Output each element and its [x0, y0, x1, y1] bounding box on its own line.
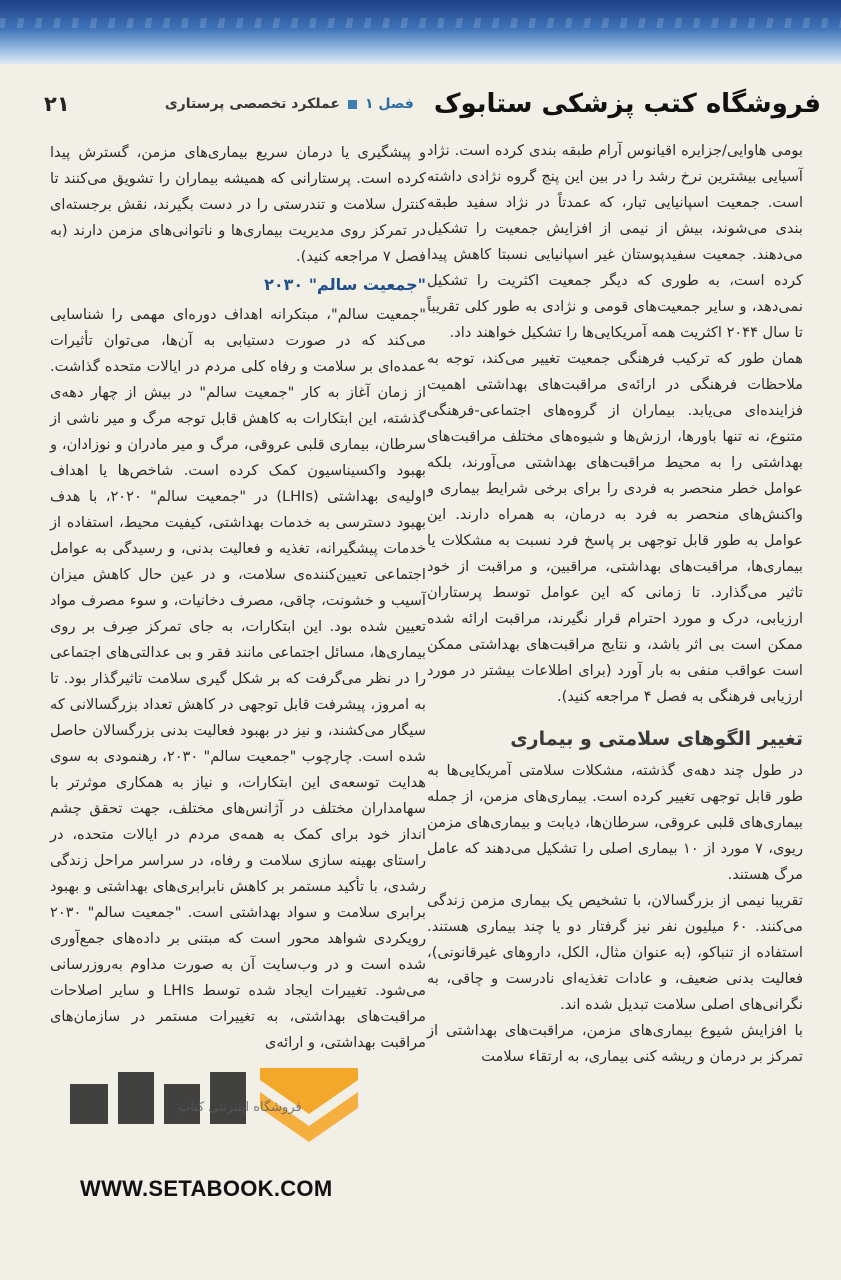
paragraph: در طول چند دهه‌ی گذشته، مشکلات سلامتی آمریکایی‌ها به طور قابل توجهی تغییر کرده است. بیماری‌های مزمن، از جمله بیماری‌های قلبی عروقی، سرطان‌ها، دیابت و بیماری‌های مزمن ریوی، ۷ مورد از ۱۰ بیماری اصلی را تشکیل می‌دهند که عامل مرگ هستند. [427, 762, 804, 883]
page-number: ۲۱ [44, 92, 70, 116]
paragraph: بومی هاوایی/جزایره اقیانوس آرام طبقه بندی کرده است. نژاد آسیایی بیشترین نرخ رشد را در بین این پنج گروه نژادی داشته است. جمعیت اسپانیایی تبار، که عمدتاً در نژاد سفید طبقه بندی می‌شوند، بیش از نیمی از افزایش جمعیت را تشکیل می‌دهند. جمعیت سفیدپوستان غیر اسپانیایی نسبتا کاهش پیدا کرده است، به طوری که دیگر جمعیت اکثریت را تشکیل نمی‌دهد، و سایر جمعیت‌های قومی و نژادی به طور کلی تقریباً تا سال ۲۰۴۴ اکثریت همه آمریکایی‌ها را تشکیل خواهند داد. [427, 142, 803, 341]
page-header [28, 82, 821, 126]
right-column [427, 138, 803, 1070]
paragraph: تقریبا نیمی از بزرگسالان، با تشخیص یک بیماری مزمن زندگی می‌کنند. ۶۰ میلیون نفر نیز گرفتار دو یا چند بیماری هستند. استفاده از تنباکو، (به عنوان مثال، الکل، داروهای غیرقانونی)، فعالیت بدنی ضعیف، و عادات تغذیه‌ای نادرست و چاقی، به نگرانی‌های اصلی سلامت تبدیل شده اند. [427, 892, 803, 1013]
square-bullet-icon [348, 100, 357, 109]
section-title: تغییر الگوهای سلامتی و بیماری [510, 728, 803, 750]
chapter-label: فصل ۱ [364, 96, 414, 112]
left-column [50, 140, 426, 1056]
paragraph: با افزایش شیوع بیماری‌های مزمن، مراقبت‌های بهداشتی از تمرکز بر درمان و ریشه کنی بیماری، به ارتقاء سلامت [427, 1022, 803, 1065]
paragraph: همان طور که ترکیب فرهنگی جمعیت تغییر می‌کند، توجه به ملاحظات فرهنگی در ارائه‌ی مراقبت‌های بهداشتی اهمیت فزاینده‌ای می‌یابد. بیماران از گروه‌های اجتماعی-فرهنگی متنوع، نه تنها باورها، ارزش‌ها و شیوه‌های مختلف مراقبت‌های بهداشتی را به محیط مراقبت‌های بهداشتی می‌آورند، بلکه عوامل خطر منحصر به فردی را برای برخی شرایط بیماری و واکنش‌های منحصر به فرد به درمان، به همراه دارند. این عوامل به طور قابل توجهی بر پاسخ فرد نسبت به مشکلات یا بیماری‌ها، مراقبت‌های بهداشتی، مراقبین، و مراقبت از خود تاثیر می‌گذارد. تا زمانی که این عوامل توسط پرستاران ارزیابی، درک و مورد احترام قرار نگیرند، مراقبت ارائه شده ممکن است بی اثر باشد، و نتایج مراقبت‌های بهداشتی ممکن است عواقب منفی به بار آورد (برای اطلاعات بیشتر در مورد ارزیابی فرهنگی به فصل ۴ مراجعه کنید). [427, 350, 803, 705]
section-title: "جمعیت سالم" ۲۰۳۰ [264, 275, 426, 294]
chapter-title: عملکرد تخصصی پرستاری [164, 96, 340, 112]
paragraph: و پیشگیری یا درمان سریع بیماری‌های مزمن، گسترش پیدا کرده است. پرستارانی که همیشه بیماران را تشویق می‌کنند تا کنترل سلامت و تندرستی را در دست بگیرند، نقش برجسته‌ای در تمرکز روی مدیریت بیماری‌ها و ناتوانی‌های مزمن دارند (به فصل ۷ مراجعه کنید). [50, 144, 426, 265]
chapter-heading [165, 96, 414, 112]
top-decorative-band [0, 0, 841, 64]
watermark-url: WWW.SETABOOK.COM [80, 1176, 333, 1201]
store-title: فروشگاه کتب پزشکی ستابوک [433, 89, 821, 119]
watermark-subtext: فروشگاه اینترنتی کتاب [178, 1100, 302, 1115]
paragraph: "جمعیت سالم"، مبتکرانه اهداف دوره‌ای مهمی را شناسایی می‌کند که در صورت دستیابی به آن‌ها، می‌توان تأثیرات عمده‌ای بر سلامت و رفاه کلی مردم در ایالات متحده گذاشت. از زمان آغاز به کار "جمعیت سالم" در بیش از چهار دهه‌ی گذشته، این ابتکارات به کاهش قابل توجه مرگ و میر ناشی از سرطان، بیماری قلبی عروقی، مرگ و میر مادران و نوزادان، و بهبود واکسیناسیون کمک کرده است. شاخص‌ها یا اهداف اولیه‌ی بهداشتی (LHIs) در "جمعیت سالم" ۲۰۲۰، با هدف بهبود دسترسی به خدمات بهداشتی، کیفیت محیط، استفاده از خدمات پیشگیرانه، تغذیه و فعالیت بدنی، و رسیدگی به عوامل اجتماعی تعیین‌کننده‌ی سلامت، و در عین حال کاهش میزان آسیب و خشونت، چاقی، مصرف دخانیات، و سوء مصرف مواد تعیین شده بود. این ابتکارات، به جای تمرکز صِرف بر روی بیماری‌ها، مسائل اجتماعی مانند فقر و بی عدالتی‌های اجتماعی را در نظر می‌گرفت که بر شکل گیری سلامت تاثیرگذار بود. تا به امروز، پیشرفت قابل توجهی در کاهش تعداد بزرگسالانی که سیگار می‌کشند، و نیز در بهبود فعالیت بدنی بزرگسالان حاصل شده است. چارچوب "جمعیت سالم" ۲۰۳۰، رهنمودی به سوی هدایت توسعه‌ی این ابتکارات، و نیاز به همکاری موثرتر با سهامداران مختلف در آژانس‌های مختلف، جهت تحقق چشم انداز خود برای کمک به همه‌ی مردم در ایالات متحده، در راستای بهینه سازی سلامت و رفاه، در سراسر مراحل زندگی رشدی، با تأکید مستمر بر کاهش نابرابری‌های بهداشتی و بهبود برابری سلامت و سواد بهداشتی است. "جمعیت سالم" ۲۰۳۰ رویکردی شواهد محور است که مبتنی بر داده‌های جمع‌آوری شده است و در وب‌سایت آن به صورت مداوم به‌روزرسانی می‌شود. تغییرات ایجاد شده توسط LHIs و سایر اصلاحات مراقبت‌های بهداشتی، به تغییرات مستمر در سازمان‌های مراقبت بهداشتی، و ارائه‌ی [50, 306, 427, 1051]
